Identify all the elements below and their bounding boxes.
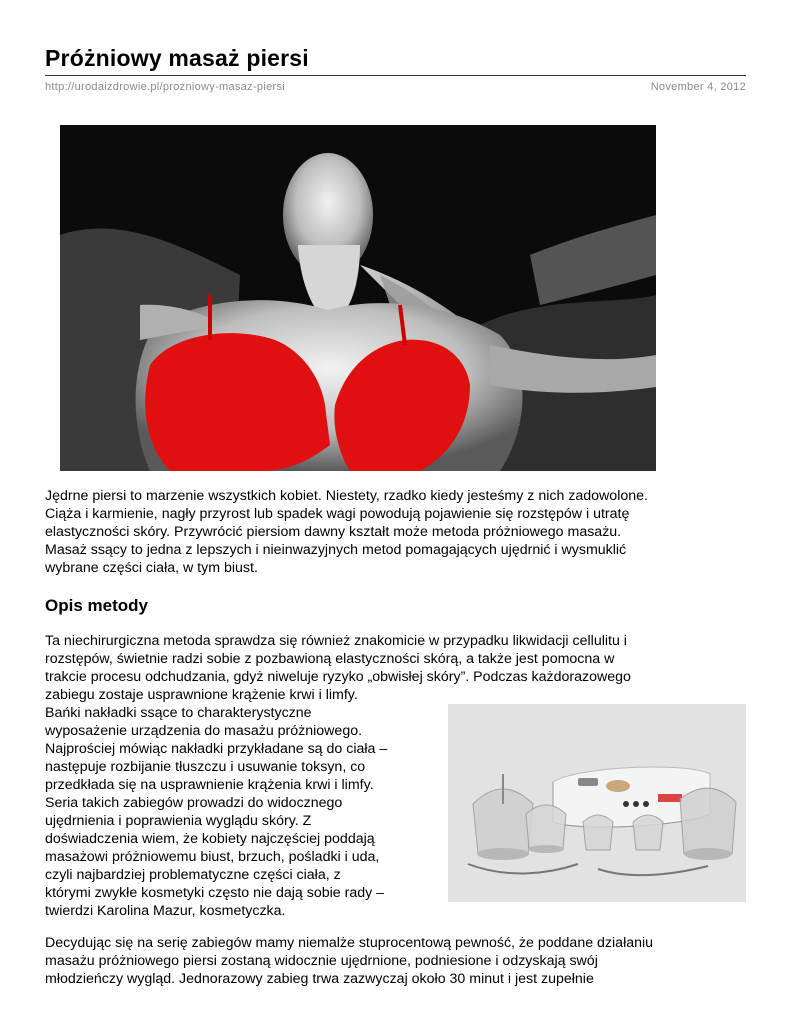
opis-line: Ta niechirurgiczna metoda sprawdza się również znakomicie w przypadku likwidacji cellulitu i [45,633,627,649]
closing-line: młodzieńczy wygląd. Jednorazowy zabieg trwa zazwyczaj około 30 minut i jest zupełnie [45,971,594,987]
device-image [448,704,746,902]
publish-date: November 4, 2012 [650,81,746,93]
intro-line: Jędrne piersi to marzenie wszystkich kobiet. Niestety, rzadko kiedy jesteśmy z nich zadowolone. [45,488,648,504]
quote-line: którymi zwykłe kosmetyki często nie dają sobie rady – [45,885,385,901]
quote-line: twierdzi Karolina Mazur, kosmetyczka. [45,903,286,919]
closing-paragraph [45,934,653,988]
title-divider [45,75,746,76]
intro-paragraph [45,487,648,577]
quote-line: czyli najbardziej problematyczne części ciała, z [45,867,341,883]
section-heading: Opis metody [45,596,148,615]
quote-paragraph [45,704,387,920]
quote-line: doświadczenia wiem, że kobiety najczęściej poddają [45,831,375,847]
quote-line: wyposażenie urządzenia do masażu próżniowego. [45,723,363,739]
quote-line: masażowi próżniowemu biust, brzuch, pośladki i uda, [45,849,380,865]
quote-line: Bańki nakładki ssące to charakterystyczne [45,705,312,721]
opis-line: zabiegu zostaje usprawnione krążenie krwi i limfy. [45,687,358,703]
hero-image [60,125,656,471]
closing-line: Decydując się na serię zabiegów mamy niemalże stuprocentową pewność, że poddane działaniu [45,935,654,951]
closing-line: masażu próżniowego piersi zostaną widocznie ujędrnione, podniesione i odzyskają swój [45,953,598,969]
woman-red-bra-photo-icon [60,125,656,471]
vacuum-massage-device-photo-icon [448,704,746,902]
opis-line: rozstępów, świetnie radzi sobie z pozbawioną elastyczności skórą, a także jest pomocna w [45,651,615,667]
quote-line: Seria takich zabiegów prowadzi do widocznego [45,795,343,811]
opis-paragraph [45,632,631,704]
page-title: Próżniowy masaż piersi [45,45,309,71]
intro-line: Ciąża i karmienie, nagły przyrost lub spadek wagi powodują pojawienie się rozstępów i utratę [45,506,630,522]
quote-line: ujędrnienia i poprawienia wyglądu skóry. Z [45,813,312,829]
intro-line: wybrane części ciała, w tym biust. [45,560,258,576]
quote-line: Najprościej mówiąc nakładki przykładane są do ciała – [45,741,388,757]
intro-line: elastyczności skóry. Przywrócić piersiom dawny kształt może metoda próżniowego masażu. [45,524,622,540]
quote-line: następuje rozbijanie tłuszczu i usuwanie toksyn, co [45,759,366,775]
intro-line: Masaż ssący to jedna z lepszych i nieinwazyjnych metod pomagających ujędrnić i wysmuklić [45,542,627,558]
quote-line: przedkłada się na usprawnienie krążenia krwi i limfy. [45,777,374,793]
source-url: http://urodaizdrowie.pl/prozniowy-masaz-piersi [45,81,286,93]
opis-line: trakcie procesu odchudzania, gdyż niweluje ryzyko „obwisłej skóry”. Podczas każdorazowego [45,669,631,685]
